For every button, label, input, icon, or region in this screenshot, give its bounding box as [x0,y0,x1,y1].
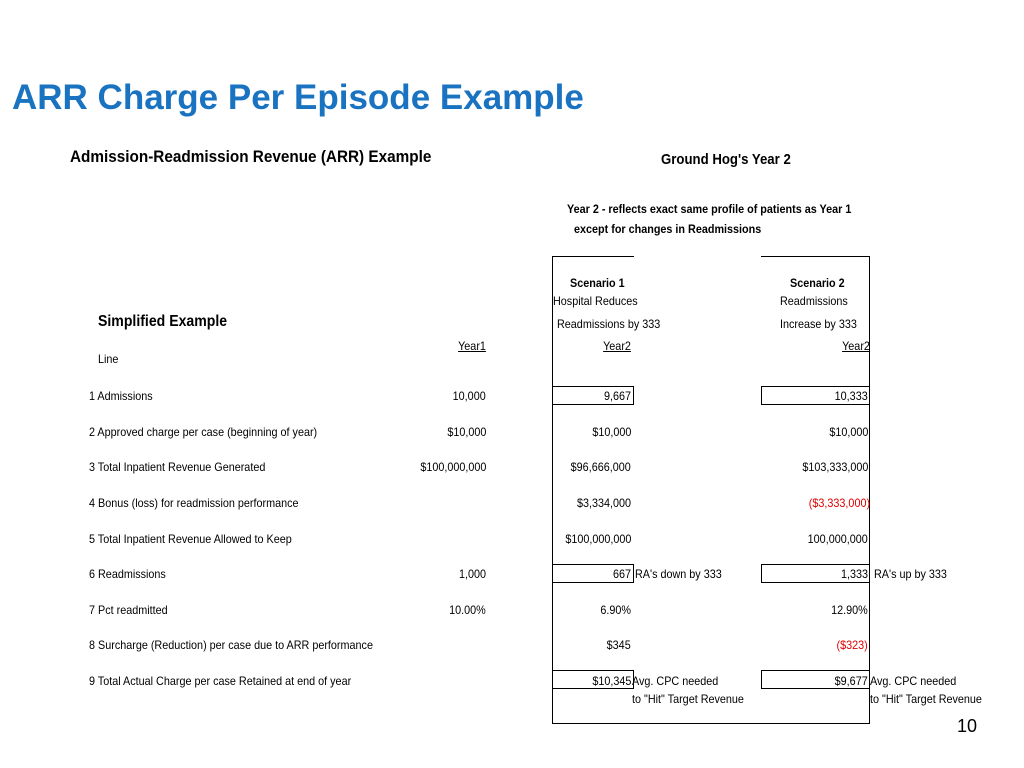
row-label: 5 Total Inpatient Revenue Allowed to Keep [89,532,292,546]
row-scenario1-value: $10,000 [591,425,631,439]
scenario1-heading: Scenario 1 [570,276,625,290]
row-scenario2-value-negative: ($3,333,000) [808,496,870,510]
cpc-note1-line1: Avg. CPC needed [632,674,719,688]
row-year1-value: 10,000 [452,389,486,403]
scenario1-year2-header: Year2 [603,339,631,353]
row-scenario2-value: $10,000 [828,425,868,439]
scenario1-line2: Readmissions by 333 [557,317,661,331]
row-label: 1 Admissions [89,389,153,403]
row-scenario1-value: $3,334,000 [576,496,631,510]
page-number: 10 [957,716,978,736]
row-year1-value: $100,000,000 [419,460,486,474]
line-header: Line [98,352,119,366]
scenario2-line2: Increase by 333 [780,317,857,331]
scenario2-heading: Scenario 2 [790,276,845,290]
scenario2-right-border [869,256,870,724]
slide-title: ARR Charge Per Episode Example [12,78,584,117]
simplified-example-label: Simplified Example [98,313,228,330]
row-label: 9 Total Actual Charge per case Retained at end of year [89,674,352,688]
row-scenario1-value: $10,345 [591,674,631,688]
row-label: 3 Total Inpatient Revenue Generated [89,460,266,474]
scenario1-left-border [552,256,553,724]
ra-up-note: RA's up by 333 [874,567,947,581]
row-scenario1-value: 667 [612,567,631,581]
row-scenario1-value: $345 [606,638,631,652]
scenario2-line1: Readmissions [780,294,848,308]
cpc-note2-line1: Avg. CPC needed [870,674,957,688]
row-label: 2 Approved charge per case (beginning of year) [89,425,318,439]
row-label: 4 Bonus (loss) for readmission performance [89,496,299,510]
row-scenario2-value: 12.90% [831,603,868,617]
row-scenario1-value: $96,666,000 [570,460,631,474]
scenario1-top-border [552,256,634,257]
row-scenario2-value: 1,333 [840,567,868,581]
row-label: 6 Readmissions [89,567,166,581]
row-label: 7 Pct readmitted [89,603,168,617]
scenario2-top-border [761,256,870,257]
table-title: Admission-Readmission Revenue (ARR) Example [70,147,432,166]
row-scenario2-value: 10,333 [834,389,868,403]
cpc-note2-line2: to "Hit" Target Revenue [870,692,982,706]
row-scenario2-value: 100,000,000 [807,532,868,546]
row-scenario1-value: $100,000,000 [564,532,631,546]
year2-note-line1: Year 2 - reflects exact same profile of patients as Year 1 [567,202,852,216]
row-scenario2-value: $103,333,000 [801,460,868,474]
row-scenario2-value: $9,677 [834,674,868,688]
row-scenario2-value-negative: ($323) [836,638,868,652]
scenario1-line1: Hospital Reduces [553,294,638,308]
ra-down-note: RA's down by 333 [635,567,722,581]
row-scenario1-value: 9,667 [603,389,631,403]
row-label: 8 Surcharge (Reduction) per case due to ARR performance [89,638,373,652]
year2-note-line2: except for changes in Readmissions [574,222,762,236]
row-year1-value: $10,000 [446,425,486,439]
scenario-bottom-border [552,723,870,724]
row-year1-value: 1,000 [458,567,486,581]
row-year1-value: 10.00% [449,603,486,617]
ground-hog-heading: Ground Hog's Year 2 [661,151,791,168]
row-scenario1-value: 6.90% [600,603,631,617]
year1-column-header: Year1 [458,339,486,353]
scenario2-year2-header: Year2 [842,339,870,353]
cpc-note1-line2: to "Hit" Target Revenue [632,692,744,706]
